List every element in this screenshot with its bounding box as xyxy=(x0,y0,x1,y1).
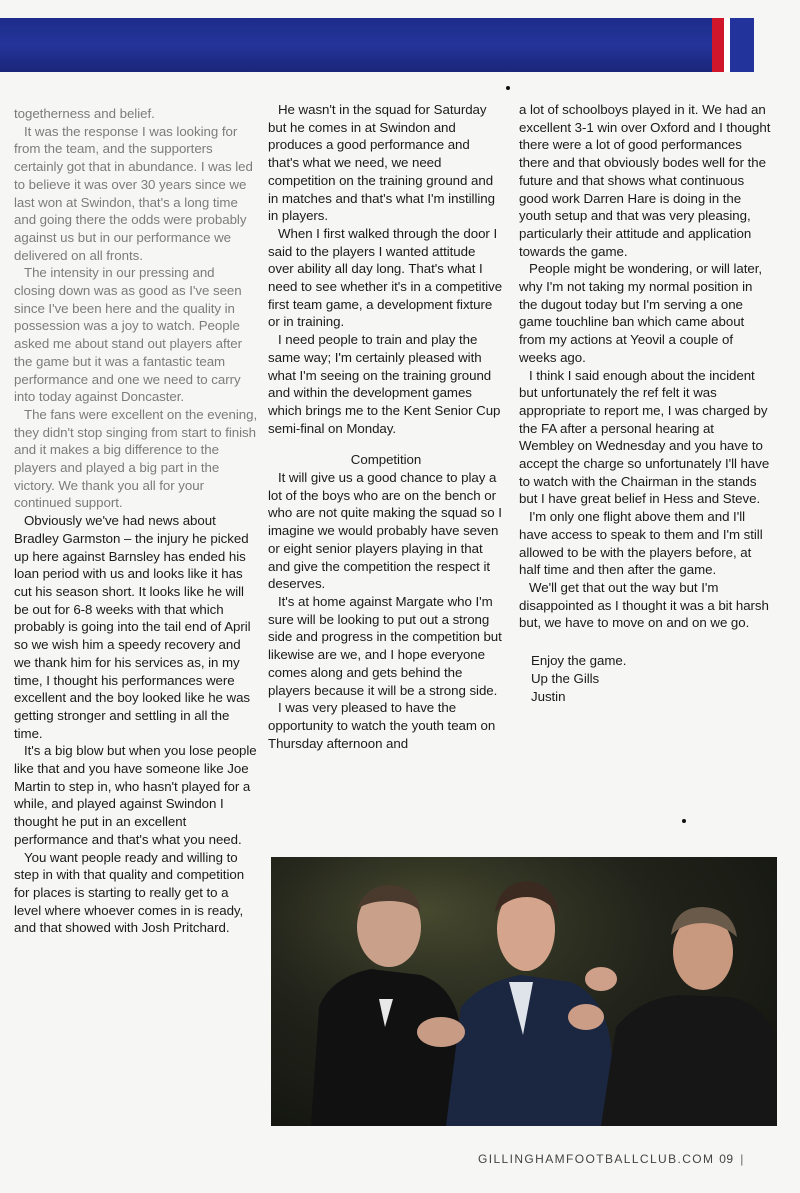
paragraph: We'll get that out the way but I'm disappointed as I thought it was a bit harsh but, we have to move on and on we go. xyxy=(519,579,769,631)
paragraph: a lot of schoolboys played in it. We had an excellent 3-1 win over Oxford and I thought there were a lot of good performances there and that obviously bodes well for the future and that shows what continuous good work Darren Hare is doing in the youth setup and that was very pleasing, particularly their attitude and application towards the game. xyxy=(519,102,771,259)
header-blue-cap xyxy=(730,18,754,72)
print-speck xyxy=(506,86,510,90)
page-footer xyxy=(478,1152,778,1166)
paragraph: togetherness and belief. xyxy=(14,106,155,121)
match-photo xyxy=(271,857,777,1126)
print-speck xyxy=(682,819,686,823)
paragraph: You want people ready and willing to step in with that quality and competition for places is starting to really get to a level where whoever comes in is ready, and that showed with Josh Pritchard. xyxy=(14,849,245,936)
article-column-3 xyxy=(519,101,771,705)
paragraph: It's a big blow but when you lose people like that and you have someone like Joe Martin to step in, who hasn't played for a while, and played against Swindon I thought he put in an excellent performance and that's what you need. xyxy=(14,743,257,847)
footer-site: GILLINGHAMFOOTBALLCLUB.COM xyxy=(478,1152,715,1166)
signoff-line: Enjoy the game. xyxy=(531,653,627,669)
paragraph: The fans were excellent on the evening, they didn't stop singing from start to finish and it makes a big difference to the players and played a big part in the victory. We thank you all for your continued support. xyxy=(14,406,258,511)
paragraph: I'm only one flight above them and I'll have access to speak to them and I'm still allowed to be with the players before, at half time and then after the game. xyxy=(519,509,763,578)
section-heading: Competition xyxy=(350,452,422,468)
paragraph: People might be wondering, or will later, why I'm not taking my normal position in the dugout today but I'm serving a one game touchline ban which came about from my actions at Yeovil a couple of weeks ago. xyxy=(519,261,762,365)
article-column-1 xyxy=(14,105,258,937)
paragraph: The intensity in our pressing and closing down was as good as I've seen since I've been here and the quality in possession was a joy to watch. People asked me about stand out players after the game but it was a fantastic team performance and one we need to carry into today against Doncaster. xyxy=(14,265,242,405)
page-number: 09 xyxy=(719,1152,734,1166)
paragraph: I need people to train and play the same way; I'm certainly pleased with what I'm seeing on the training ground and within the development games which brings me to the Kent Senior Cup semi-final on Monday. xyxy=(268,332,501,436)
header-red-stripe xyxy=(712,18,724,72)
paragraph: It's at home against Margate who I'm sure will be looking to put out a strong side and progress in the competition but likewise are we, and I hope everyone comes along and gets behind the players because it will be a strong side. xyxy=(268,593,502,698)
match-photo-illustration xyxy=(271,857,777,1126)
paragraph: He wasn't in the squad for Saturday but he comes in at Swindon and produces a good performance and that's what we need, we need competition on the training ground and in matches and that's what I'm instilling in players. xyxy=(268,102,495,224)
paragraph: I was very pleased to have the opportunity to watch the youth team on Thursday afternoon and xyxy=(268,700,496,751)
paragraph: It will give us a good chance to play a lot of the boys who are on the bench or who are not quite making the squad so I imagine we would probably have seven or eight senior players playing in that and give the competition the respect it deserves. xyxy=(268,470,502,592)
article-column-2 xyxy=(268,101,504,752)
signoff-line: Justin xyxy=(531,688,566,704)
paragraph: Obviously we've had news about Bradley Garmston – the injury he picked up here against Barnsley has ended his loan period with us and looks like it has cut his season short. It looks like he will be out for 6-8 weeks with that which probably is going into the tail end of April so we wish him a speedy recovery and we thank him for his services as, in my time, I thought his performances were excellent and the boy looked like he was getting stronger and settling in all the time. xyxy=(14,513,251,741)
header-band xyxy=(0,18,800,72)
signoff-line: Up the Gills xyxy=(531,670,600,686)
paragraph: I think I said enough about the incident but unfortunately the ref felt it was appropriate to report me, I was charged by the FA after a personal hearing at Wembley on Wednesday and you have to accept the charge so unfortunately I'll have to watch with the Chairman in the stands but I have great belief in Hess and Steve. xyxy=(519,367,770,507)
footer-separator: | xyxy=(740,1152,745,1166)
paragraph: It was the response I was looking for from the team, and the supporters certainly got that in abundance. I was led to believe it was over 30 years since we last won at Swindon, that's a long time and going there the odds were probably against us but in our performance we delivered on all fronts. xyxy=(14,123,253,263)
paragraph: When I first walked through the door I said to the players I wanted attitude over ability all day long. That's what I need to see whether it's in a competitive first team game, a development fixture or in training. xyxy=(268,225,503,330)
signoff xyxy=(519,652,771,705)
